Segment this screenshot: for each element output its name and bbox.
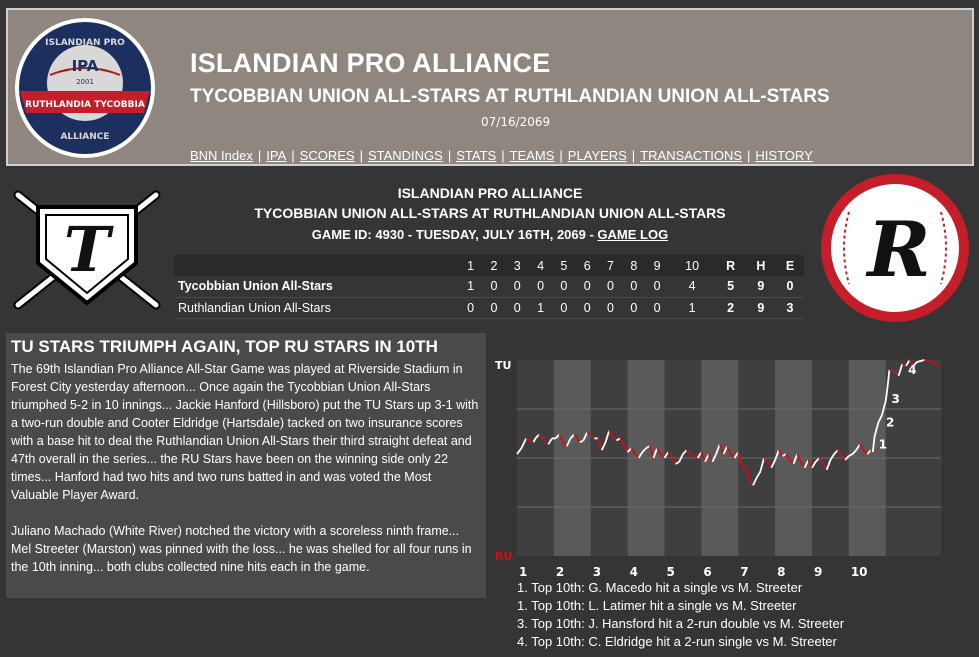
logo-ribbon: RUTHLANDIA TYCOBBIA — [25, 100, 145, 110]
inning-header: 4 — [537, 258, 545, 273]
logo-year: 2001 — [76, 78, 94, 86]
nav-teams[interactable]: TEAMS — [509, 148, 555, 163]
inning-score: 0 — [653, 300, 661, 315]
inning-score: 0 — [513, 300, 521, 315]
y-axis-top-label: TU — [495, 359, 512, 372]
inning-header: 10 — [685, 258, 700, 273]
page-subtitle: TYCOBBIAN UNION ALL-STARS AT RUTHLANDIAN UNION ALL-STARS — [190, 86, 830, 107]
table-row — [174, 276, 804, 297]
league-logo — [12, 13, 158, 163]
inning-header: 6 — [583, 258, 591, 273]
top-nav: BNN Index | IPA | SCORES | STANDINGS | STATS | TEAMS | PLAYERS | TRANSACTIONS | HISTORY — [190, 148, 813, 163]
x-tick-label: 8 — [777, 565, 786, 579]
inning-score: 0 — [467, 300, 475, 315]
inning-score: 0 — [583, 279, 591, 294]
inning-score: 0 — [630, 300, 638, 315]
inning-header: 8 — [630, 258, 638, 273]
story-paragraph: Juliano Machado (White River) notched the victory with a scoreless ninth frame... Mel Streeter (Marston) was pinned with the loss... he was shelled for all four runs in the 10th inning... both clubs collected nine hits each in the game. — [11, 524, 472, 574]
hits-total: 9 — [757, 279, 765, 294]
x-tick-label: 9 — [813, 565, 823, 579]
list-item: 1. Top 10th: L. Latimer hit a single vs M. Streeter — [517, 598, 797, 613]
errors-total: 0 — [786, 279, 794, 294]
nav-history[interactable]: HISTORY — [755, 148, 813, 163]
play-marker-label: 1 — [878, 437, 887, 452]
inning-score: 1 — [537, 300, 545, 315]
nav-scores[interactable]: SCORES — [299, 148, 355, 163]
x-tick-label: 4 — [629, 565, 638, 579]
inning-header: 9 — [653, 258, 661, 273]
away-team-logo[interactable] — [8, 185, 166, 315]
x-tick-label: 5 — [666, 565, 675, 579]
game-info — [175, 227, 805, 242]
runs-total: 2 — [727, 300, 735, 315]
away-logo-letter: T — [63, 213, 111, 286]
inning-header: 3 — [513, 258, 521, 273]
inning-score: 0 — [653, 279, 661, 294]
hits-total: 9 — [757, 300, 765, 315]
game-story — [6, 333, 486, 598]
inning-score: 0 — [607, 279, 614, 294]
nav-stats[interactable]: STATS — [456, 148, 497, 163]
story-paragraph: The 69th Islandian Pro Alliance All-Star Game was played at Riverside Stadium in Forest City yesterday afternoon... Once again the Tycobbian Union All-Stars triumphed 5-2 in 10 innings... Jackie Hanford (Hillsboro) put the TU Stars up 3-1 with a two-run double and Cooter Eldridge (Hartsdale) tacked on two insurance scores with a base hit to deal the Ruthlandian Union All-Stars their third straight defeat and 47th overall in the series... the RU Stars have been on the winning side only 22 times... Hanford had two hits and two runs batted in and was voted the Most Valuable Player Award. — [11, 362, 479, 502]
inning-score: 0 — [583, 300, 591, 315]
game-league: ISLANDIAN PRO ALLIANCE — [397, 185, 583, 201]
nav-bnn-index[interactable]: BNN Index — [190, 148, 253, 163]
inning-score: 0 — [490, 279, 498, 294]
inning-header: 5 — [560, 258, 568, 273]
inning-header: 1 — [467, 258, 475, 273]
nav-standings[interactable]: STANDINGS — [367, 148, 443, 163]
errors-total: 3 — [786, 300, 794, 315]
y-axis-bottom-label: RU — [495, 550, 513, 563]
story-headline: TU STARS TRIUMPH AGAIN, TOP RU STARS IN 10TH — [11, 337, 438, 356]
inning-score: 0 — [513, 279, 521, 294]
list-item: 3. Top 10th: J. Hansford hit a 2-run double vs M. Streeter — [517, 616, 845, 631]
table-row — [174, 297, 804, 318]
x-tick-label: 1 — [519, 565, 528, 579]
page-header — [6, 8, 974, 166]
x-tick-label: 10 — [850, 565, 868, 579]
inning-score: 0 — [537, 279, 545, 294]
key-plays-list — [517, 579, 844, 651]
home-team-name[interactable]: Ruthlandian Union All-Stars — [178, 300, 331, 315]
list-item: 4. Top 10th: C. Eldridge hit a 2-run single vs M. Streeter — [517, 634, 837, 649]
inning-header: 7 — [607, 258, 614, 273]
nav-ipa[interactable]: IPA — [266, 148, 287, 163]
inning-header: 2 — [490, 258, 498, 273]
game-header — [175, 183, 805, 242]
inning-score: 0 — [560, 279, 568, 294]
logo-bottom-text: ALLIANCE — [60, 132, 110, 142]
logo-top-text: ISLANDIAN PRO — [45, 38, 125, 48]
inning-score: 1 — [688, 300, 696, 315]
play-marker-label: 4 — [908, 362, 917, 377]
x-tick-label: 7 — [740, 565, 749, 579]
play-marker-label: 3 — [891, 392, 900, 407]
hits-header: H — [756, 258, 766, 273]
game-date: 07/16/2069 — [481, 115, 551, 129]
away-team-name[interactable]: Tycobbian Union All-Stars — [178, 279, 333, 294]
win-probability-chart — [493, 336, 979, 581]
linescore-header-row — [174, 255, 804, 276]
x-tick-label: 3 — [592, 565, 602, 579]
inning-score: 0 — [630, 279, 638, 294]
nav-players[interactable]: PLAYERS — [567, 148, 627, 163]
home-team-logo[interactable] — [819, 172, 971, 324]
inning-score: 1 — [467, 279, 475, 294]
runs-total: 5 — [727, 279, 735, 294]
runs-header: R — [726, 258, 736, 273]
game-matchup: TYCOBBIAN UNION ALL-STARS AT RUTHLANDIAN UNION ALL-STARS — [254, 205, 726, 221]
page-title: ISLANDIAN PRO ALLIANCE — [190, 48, 551, 78]
logo-ipa: IPA — [71, 57, 99, 75]
game-log-link[interactable]: GAME LOG — [597, 227, 669, 242]
team-col-header — [174, 255, 459, 276]
inning-score: 0 — [560, 300, 568, 315]
game-id-text: GAME ID: 4930 - TUESDAY, JULY 16TH, 2069 - — [311, 227, 598, 242]
x-tick-label: 2 — [555, 565, 565, 579]
inning-score: 4 — [688, 279, 696, 294]
linescore-table — [174, 255, 804, 319]
list-item: 1. Top 10th: G. Macedo hit a single vs M. Streeter — [517, 580, 803, 595]
errors-header: E — [785, 258, 795, 273]
inning-score: 0 — [607, 300, 614, 315]
play-marker-label: 2 — [886, 415, 895, 430]
x-tick-label: 6 — [703, 565, 712, 579]
inning-score: 0 — [490, 300, 498, 315]
home-logo-letter: R — [867, 205, 931, 294]
nav-transactions[interactable]: TRANSACTIONS — [640, 148, 743, 163]
